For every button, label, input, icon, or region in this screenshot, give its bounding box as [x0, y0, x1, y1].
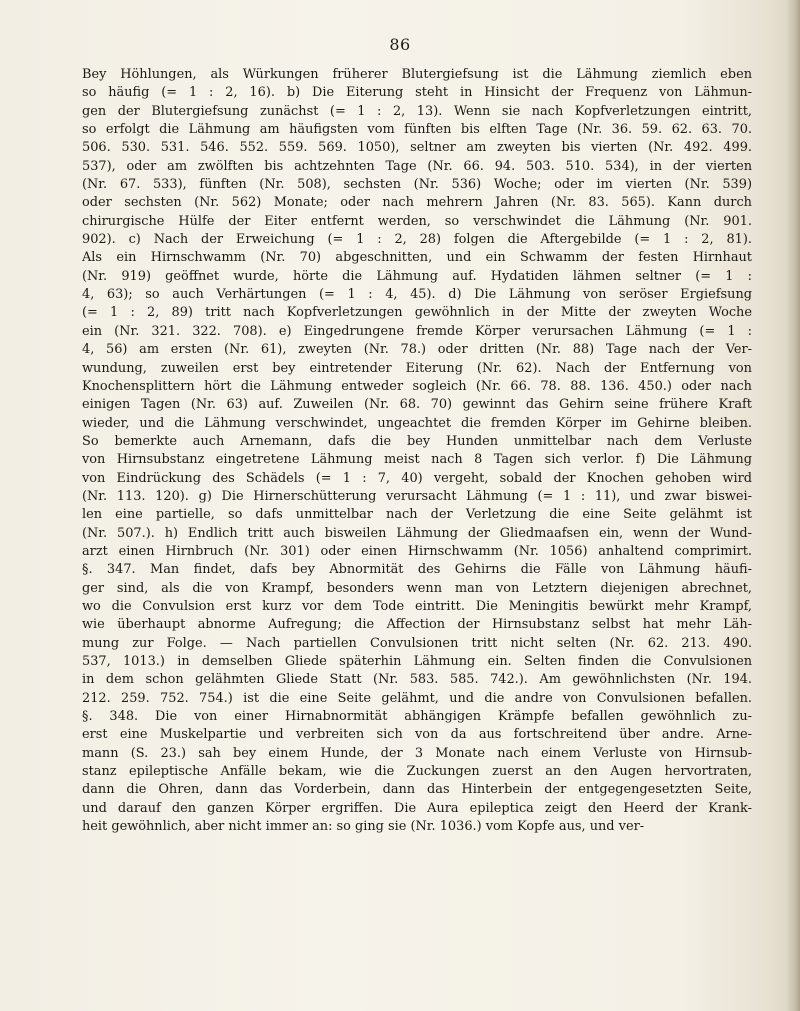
text-line: 537, 1013.) in demselben Gliede späterhin Lähmung ein. Selten finden die Convulsionen — [82, 654, 752, 669]
text-line: heit gewöhnlich, aber nicht immer an: so ging sie (Nr. 1036.) vom Kopfe aus, und ver- — [82, 819, 645, 835]
text-line: Knochensplittern hört die Lähmung entweder sogleich (Nr. 66. 78. 88. 136. 450.) oder nach — [82, 378, 752, 394]
text-line: arzt einen Hirnbruch (Nr. 301) oder einen Hirnschwamm (Nr. 1056) anhaltend comprimirt. — [82, 543, 752, 559]
text-line: mann (S. 23.) sah bey einem Hunde, der 3 Monate nach einem Verluste von Hirnsub- — [82, 745, 752, 761]
text-line: wundung, zuweilen erst bey eintretender Eiterung (Nr. 62). Nach der Entfernung von — [82, 360, 752, 376]
text-line: oder sechsten (Nr. 562) Monate; oder nach mehrern Jahren (Nr. 83. 565). Kann durch — [82, 195, 752, 211]
text-line: len eine partielle, so dafs unmittelbar nach der Verletzung die eine Seite gelähmt ist — [82, 507, 752, 523]
text-line: 212. 259. 752. 754.) ist die eine Seite gelähmt, und die andre von Convulsionen befallen. — [82, 690, 752, 706]
text-line: (Nr. 113. 120). g) Die Hirnerschütterung verursacht Lähmung (= 1 : 11), und zwar biswei- — [82, 488, 752, 504]
text-line: 4, 56) am ersten (Nr. 61), zweyten (Nr. 78.) oder dritten (Nr. 88) Tage nach der Ver- — [82, 342, 752, 358]
text-line: 4, 63); so auch Verhärtungen (= 1 : 4, 45). d) Die Lähmung von seröser Ergiefsung — [82, 287, 752, 303]
text-line: Bey Höhlungen, als Würkungen früherer Blutergiefsung ist die Lähmung ziemlich eben — [82, 67, 752, 82]
text-line: 537), oder am zwölften bis achtzehnten Tage (Nr. 66. 94. 503. 510. 534), in der vierten — [82, 158, 752, 174]
text-line: erst eine Muskelpartie und verbreiten sich von da aus fortschreitend über andre. Arne- — [82, 727, 752, 743]
page-binding-shadow — [786, 0, 800, 1011]
text-line: chirurgische Hülfe der Eiter entfernt werden, so verschwindet die Lähmung (Nr. 901. — [82, 213, 752, 229]
text-line: stanz epileptische Anfälle bekam, wie die Zuckungen zuerst an den Augen hervortraten, — [82, 764, 752, 780]
text-line: wieder, und die Lähmung verschwindet, ungeachtet die fremden Körper im Gehirne bleiben. — [82, 415, 752, 431]
text-line: ger sind, als die von Krampf, besonders wenn man von Letztern diejenigen abrechnet, — [82, 580, 752, 596]
text-line: von Hirnsubstanz eingetretene Lähmung meist nach 8 Tagen sich verlor. f) Die Lähmung — [82, 452, 752, 468]
text-line: und darauf den ganzen Körper ergriffen. Die Aura epileptica zeigt den Heerd der Krank- — [82, 800, 752, 816]
page-number: 86 — [389, 35, 411, 54]
text-line: (Nr. 67. 533), fünften (Nr. 508), sechsten (Nr. 536) Woche; oder im vierten (Nr. 539) — [82, 177, 752, 193]
text-line: so häufig (= 1 : 2, 16). b) Die Eiterung steht in Hinsicht der Frequenz von Lähmun- — [82, 85, 752, 101]
text-line: ein (Nr. 321. 322. 708). e) Eingedrungene fremde Körper verursachen Lähmung (= 1 : — [82, 323, 752, 339]
text-line: einigen Tagen (Nr. 63) auf. Zuweilen (Nr. 68. 70) gewinnt das Gehirn seine frühere Kraft — [82, 397, 752, 413]
text-line: §. 348. Die von einer Hirnabnormität abhängigen Krämpfe befallen gewöhnlich zu- — [82, 709, 752, 725]
text-line: (Nr. 507.). h) Endlich tritt auch bisweilen Lähmung der Gliedmaafsen ein, wenn der Wund- — [82, 525, 752, 541]
text-line: in dem schon gelähmten Gliede Statt (Nr. 583. 585. 742.). Am gewöhnlichsten (Nr. 194. — [82, 672, 752, 688]
text-line: 506. 530. 531. 546. 552. 559. 569. 1050), seltner am zweyten bis vierten (Nr. 492. 499. — [82, 140, 752, 156]
text-line: Als ein Hirnschwamm (Nr. 70) abgeschnitten, und ein Schwamm der festen Hirnhaut — [82, 250, 752, 266]
text-line: von Eindrückung des Schädels (= 1 : 7, 40) vergeht, sobald der Knochen gehoben wird — [82, 470, 752, 486]
text-line: (= 1 : 2, 89) tritt nach Kopfverletzungen gewöhnlich in der Mitte der zweyten Woche — [82, 305, 752, 321]
text-line: wie überhaupt abnorme Aufregung; die Affection der Hirnsubstanz selbst hat mehr Läh- — [82, 617, 752, 633]
text-line: so erfolgt die Lähmung am häufigsten vom fünften bis elften Tage (Nr. 36. 59. 62. 63. 70. — [82, 122, 752, 138]
text-line: (Nr. 919) geöffnet wurde, hörte die Lähmung auf. Hydatiden lähmen seltner (= 1 : — [82, 268, 752, 284]
text-line: wo die Convulsion erst kurz vor dem Tode eintritt. Die Meningitis bewürkt mehr Krampf, — [82, 598, 752, 614]
text-line: dann die Ohren, dann das Vorderbein, dann das Hinterbein der entgegengesetzten Seite, — [82, 782, 752, 798]
text-line: §. 347. Man findet, dafs bey Abnormität des Gehirns die Fälle von Lähmung häufi- — [82, 562, 752, 578]
text-line: So bemerkte auch Arnemann, dafs die bey Hunden unmittelbar nach dem Verluste — [82, 433, 752, 449]
body-text — [82, 66, 752, 836]
text-line: 902). c) Nach der Erweichung (= 1 : 2, 28) folgen die Aftergebilde (= 1 : 2, 81). — [82, 232, 752, 248]
text-line: mung zur Folge. — Nach partiellen Convulsionen tritt nicht selten (Nr. 62. 213. 490. — [82, 635, 752, 651]
text-line: gen der Blutergiefsung zunächst (= 1 : 2, 13). Wenn sie nach Kopfverletzungen eintritt, — [82, 103, 752, 119]
